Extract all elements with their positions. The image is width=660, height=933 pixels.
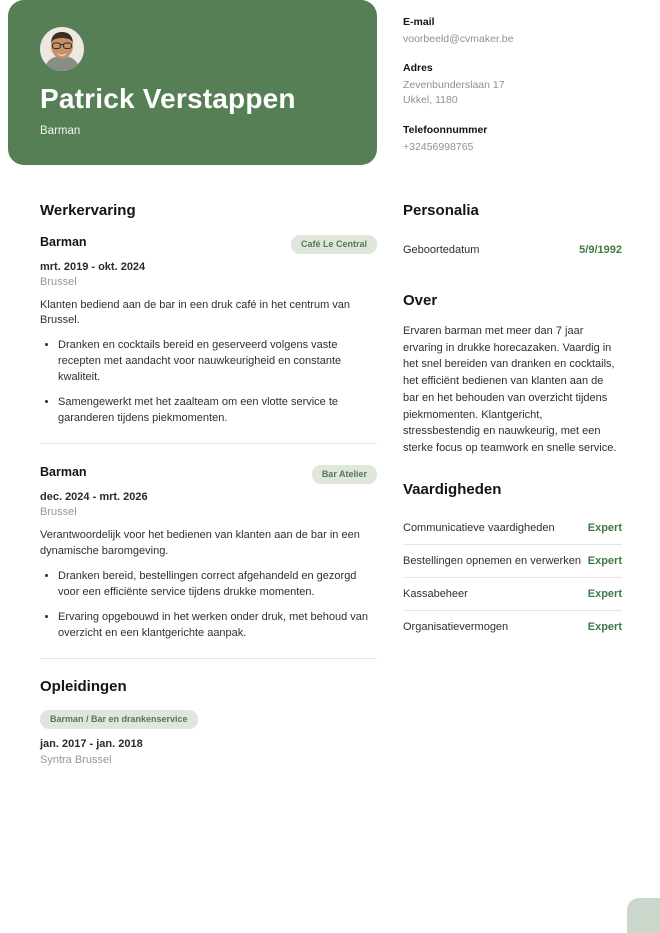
skill-row (403, 611, 622, 643)
contact-address (403, 62, 633, 108)
work-summary: Klanten bediend aan de bar in een druk café in het centrum van Brussel. (40, 298, 351, 327)
skill-level: Expert (587, 522, 622, 535)
education-school: Syntra Brussel (40, 754, 112, 767)
person-name: Patrick Verstappen (40, 83, 296, 114)
skill-name: Kassabeheer (403, 588, 468, 601)
skill-level: Expert (587, 555, 622, 568)
skill-row (403, 545, 622, 578)
employer-badge: Bar Atelier (312, 465, 377, 484)
program-badge: Barman / Bar en drankenservice (40, 710, 198, 729)
personalia-section-title: Personalia (403, 202, 479, 219)
address-line1: Zevenbunderslaan 17 (403, 79, 505, 92)
skill-name: Bestellingen opnemen en verwerken (403, 555, 581, 568)
employer-badge: Café Le Central (291, 235, 377, 254)
email-label: E-mail (403, 16, 435, 28)
address-line2: Ukkel, 1180 (403, 94, 458, 107)
work-bullet: • Dranken en cocktails bereid en geserveerd volgens vaste recepten met aandacht voor nauwkeurigheid en constante kwaliteit. (58, 338, 377, 386)
education-section-title: Opleidingen (40, 677, 127, 695)
work-role: Barman (40, 465, 87, 480)
work-location: Brussel (40, 506, 77, 519)
personalia-value: 5/9/1992 (579, 243, 622, 256)
skills-section-title: Vaardigheden (403, 480, 502, 498)
education-period: jan. 2017 - jan. 2018 (40, 738, 143, 751)
about-section-title: Over (403, 291, 438, 309)
work-location: Brussel (40, 275, 77, 288)
contact-phone (403, 124, 633, 155)
right-column (403, 203, 622, 643)
work-entry (40, 464, 377, 642)
work-section-title: Werkervaring (40, 202, 136, 219)
work-entry-head (40, 464, 377, 484)
entry-divider (40, 658, 377, 659)
skill-name: Organisatievermogen (403, 621, 509, 634)
work-role: Barman (40, 234, 87, 249)
work-period: dec. 2024 - mrt. 2026 (40, 491, 148, 504)
work-bullet: • Ervaring opgebouwd in het werken onder druk, met behoud van overzicht en een klantgerichte aanpak. (58, 610, 377, 642)
work-bullet: • Dranken bereid, bestellingen correct afgehandeld en gezorgd voor een efficiënte service tijdens drukke momenten. (58, 569, 377, 601)
about-text: Ervaren barman met meer dan 7 jaar ervaring in drukke horecazaken. Vaardig in het snel bereiden van dranken en cocktails, het efficiënt bedienen van klanten aan de bar en het behouden van overzicht tijdens piekmomenten. Klantgericht, stressbestendig en nauwkeurig, met een sterke focus op teamwork en snelle service. (403, 325, 617, 455)
work-entry (40, 234, 377, 428)
work-bullet-list (40, 569, 377, 642)
address-label: Adres (403, 62, 433, 75)
corner-tab-decoration (627, 898, 660, 933)
left-column (40, 203, 377, 766)
education-badge-row (40, 709, 377, 729)
skill-row (403, 512, 622, 545)
skill-level: Expert (587, 588, 622, 601)
skill-name: Communicatieve vaardigheden (403, 522, 555, 535)
contact-info (403, 16, 633, 170)
work-period: mrt. 2019 - okt. 2024 (40, 260, 146, 273)
entry-divider (40, 443, 377, 444)
skill-row (403, 578, 622, 611)
education-section (40, 679, 377, 767)
email-value: voorbeeld@cvmaker.be (403, 33, 514, 45)
phone-label: Telefoonnummer (403, 123, 488, 136)
skills-list (403, 512, 622, 643)
personalia-row (403, 244, 622, 256)
skill-level: Expert (587, 621, 622, 634)
avatar-photo-icon (40, 27, 84, 71)
work-entry-head (40, 234, 377, 254)
person-job-title: Barman (40, 125, 81, 138)
personalia-label: Geboortedatum (403, 243, 480, 256)
avatar (40, 27, 84, 71)
work-bullet-list (40, 338, 377, 427)
contact-email (403, 16, 633, 47)
header-card (8, 0, 377, 165)
work-bullet: • Samengewerkt met het zaalteam om een vlotte service te garanderen tijdens piekmomenten. (58, 395, 377, 427)
education-entry (40, 709, 377, 766)
work-summary: Verantwoordelijk voor het bedienen van klanten aan de bar in een dynamische baromgeving. (40, 529, 360, 557)
phone-value: +32456998765 (403, 140, 474, 153)
